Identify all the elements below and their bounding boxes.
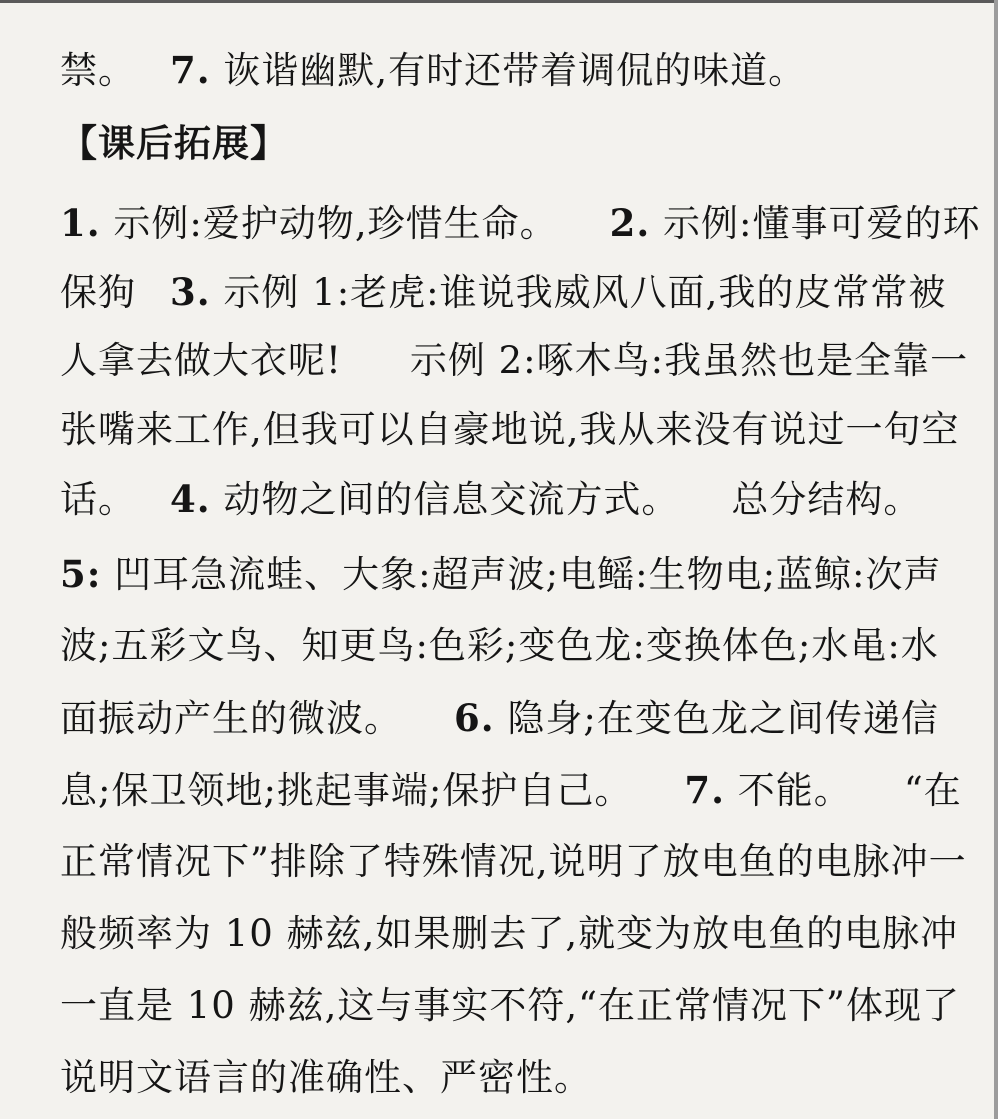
scan-edge-right — [994, 0, 998, 1119]
line-text: 示例:懂事可爱的环 — [650, 202, 981, 245]
text-line-4 — [60, 262, 946, 322]
line-text: 禁。 — [60, 49, 136, 92]
text-line-7 — [60, 469, 921, 529]
line-text: 一直是 10 赫兹,这与事实不符,“在正常情况下”体现了 — [60, 984, 960, 1027]
text-line-9 — [60, 616, 939, 676]
item-number: 2. — [609, 201, 651, 245]
line-text: 张嘴来工作,但我可以自豪地说,我从来没有说过一句空 — [60, 408, 960, 451]
heading-text: 【课后拓展】 — [60, 121, 288, 165]
item-number: 7. — [684, 768, 726, 812]
text-line-14 — [60, 976, 960, 1036]
item-number: 5: — [60, 552, 102, 596]
text-line-8 — [60, 544, 942, 604]
line-text: 示例 1:老虎:谁说我威风八面,我的皮常常被 — [210, 271, 947, 314]
item-number: 1. — [60, 201, 101, 245]
scan-edge-top — [0, 0, 998, 3]
line-text: 保狗 — [60, 271, 136, 314]
line-text: 总分结构。 — [731, 478, 922, 521]
text-line-10 — [60, 688, 939, 748]
section-heading — [60, 113, 288, 173]
item-number: 3. — [170, 270, 211, 314]
line-text: 隐身;在变色龙之间传递信 — [494, 697, 939, 740]
text-line-13 — [60, 904, 958, 964]
line-text: 动物之间的信息交流方式。 — [210, 478, 680, 521]
line-text: 话。 — [60, 478, 136, 521]
line-text: “在 — [903, 769, 962, 812]
item-number: 7. — [170, 48, 211, 92]
line-text: 正常情况下”排除了特殊情况,说明了放电鱼的电脉冲一 — [60, 840, 967, 883]
line-text: 说明文语言的准确性、严密性。 — [60, 1056, 592, 1099]
line-text: 波;五彩文鸟、知更鸟:色彩;变色龙:变换体色;水黾:水 — [60, 624, 939, 667]
line-text: 人拿去做大衣呢! — [60, 339, 342, 382]
line-text: 示例:爱护动物,珍惜生命。 — [100, 202, 558, 245]
line-text: 般频率为 10 赫兹,如果删去了,就变为放电鱼的电脉冲 — [60, 912, 959, 955]
text-line-15 — [60, 1048, 592, 1108]
line-text: 示例 2:啄木鸟:我虽然也是全靠一 — [409, 339, 969, 382]
text-line-11 — [60, 760, 962, 820]
text-line-1 — [60, 40, 806, 100]
text-line-12 — [60, 832, 967, 892]
text-line-3 — [60, 193, 981, 253]
line-text: 不能。 — [725, 769, 852, 812]
line-text: 凹耳急流蛙、大象:超声波;电鳐:生物电;蓝鲸:次声 — [101, 553, 942, 596]
line-text: 面振动产生的微波。 — [60, 697, 402, 740]
text-line-6 — [60, 400, 960, 460]
line-text: 诙谐幽默,有时还带着调侃的味道。 — [210, 49, 807, 92]
line-text: 息;保卫领地;挑起事端;保护自己。 — [60, 769, 633, 812]
item-number: 4. — [170, 477, 211, 521]
item-number: 6. — [454, 696, 495, 740]
text-line-5 — [60, 331, 968, 391]
